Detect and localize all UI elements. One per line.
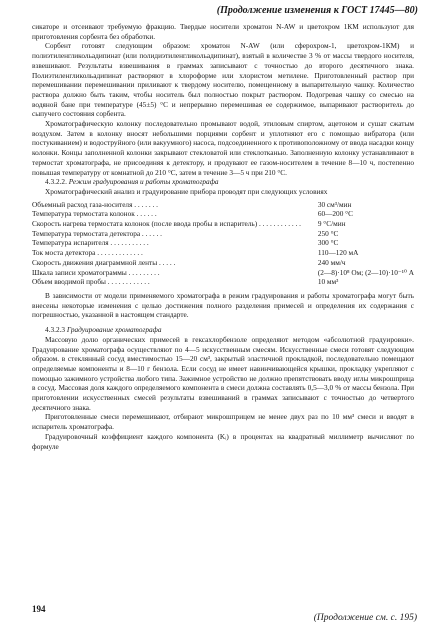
condition-row (32, 219, 414, 229)
condition-label: Объем вводимой пробы . . . . . . . . . . . . (32, 277, 150, 287)
page-content (32, 22, 414, 451)
continuation-note: (Продолжение см. с. 195) (313, 613, 417, 623)
paragraph-conditions-intro: Хроматографический анализ и градуирование прибора проводят при следующих условиях (45, 186, 328, 196)
condition-row (32, 238, 414, 248)
condition-label: Объемный расход газа-носителя . . . . . . . (32, 199, 158, 209)
condition-row (32, 277, 414, 287)
condition-value: 240 мм/ч (317, 257, 346, 267)
section-title: Режим градуирования и работы хроматографа (68, 177, 219, 187)
condition-row (32, 268, 414, 278)
condition-row (32, 258, 414, 268)
section-number: 4.3.2.2. (45, 177, 67, 187)
condition-value: 60—200 °С (317, 209, 353, 219)
condition-value: 110—120 мА (317, 248, 359, 258)
condition-row (32, 229, 414, 239)
condition-value: 10 мм³ (317, 277, 339, 287)
condition-row (32, 248, 414, 258)
condition-value: 300 °С (317, 238, 339, 248)
section-number: 4.3.2.3 (45, 325, 66, 335)
paragraph-carrier-fraction: сикаторе и отсеивают требуемую фракцию. Твердые носители хроматон N-AW и цветохром 1КМ используют для приготовления сорбента без обработки. (32, 22, 414, 41)
condition-label: Ток моста детектора . . . . . . . . . . . . . (32, 248, 143, 258)
condition-label: Температура термостата детектора . . . . . . (32, 228, 162, 238)
condition-label: Шкала записи хроматограммы . . . . . . . . . (32, 267, 160, 277)
condition-label: Скорость движения диаграммной ленты . . . . . (32, 257, 176, 267)
condition-value: 250 °С (317, 228, 339, 238)
operating-conditions-table (32, 200, 414, 287)
condition-row (32, 200, 414, 210)
section-heading-4323 (32, 325, 414, 335)
paragraph-sorbent-preparation: Сорбент готовят следующим образом: хроматон N-AW (или сферохром-1, цветохром-1КМ) и полиэтиленгликольадипинат (или полидиэтиленгликольадипинат), взятый в количестве 3 % от массы твердого носителя, взвешивают. Результаты взвешивания в граммах записывают с точностью до второго десятичного знака. Полиэтиленгликольадипинат растворяют в хлороформе или хлористом метилене. Приготовленный раствор при перемешивании перемешивании приливают к твердому носителю, помещенному в выпарительную чашку. Количество раствора должно быть таким, чтобы носитель был полностью покрыт раствором. Подогревая чашку со смесью на водяной бане при температуре (45±5) °С и непрерывно перемешивая ее содержимое, выпаривают растворитель до сыпучего состояния сорбента. (32, 41, 414, 119)
paragraph-model-dependence: В зависимости от модели применяемого хроматографа в режим градуирования и работы хроматографа могут быть внесены некоторые изменения с целью достижения полного разделения примесей и определения их содержания с погрешностью, указанной в настоящем стандарте. (32, 290, 414, 320)
condition-value: 30 см³/мин (317, 199, 352, 209)
paragraph-column-filling: Хроматографическую колонку последовательно промывают водой, этиловым спиртом, ацетоном и сушат сжатым воздухом. Затем в колонку вносят небольшими порциями сорбент и уплотняют его с помощью вибратора (или постукиванием) и водоструйного (или вакуумного) насоса, подсоединенного к противоположному от ввода насадки концу колонки. Концы заполненной колонки закрывают стекловатой или стеклотканью. Заполненную колонку устанавливают в термостат хроматографа, не присоединяя к детектору, и продувают ее газом-носителем в течение 8—10 ч, постепенно повышая температуру от комнатной до 210 °С, затем в течение 3—5 ч при 210 °С. (32, 119, 414, 177)
running-header: (Продолжение изменения к ГОСТ 17445—80) (216, 5, 418, 16)
condition-label: Температура термостата колонок . . . . . . (32, 209, 157, 219)
section-title: Градуирование хроматографа (66, 325, 162, 335)
condition-value: 9 °С/мин (317, 219, 346, 229)
paragraph-calibration-coefficient: Градуировочный коэффициент каждого компонента (Kᵢ) в процентах на квадратный миллиметр вычисляют по формуле (32, 431, 414, 451)
condition-label: Скорость нагрева термостата колонок (после ввода пробы в испаритель) . . . . . . . . . . . . (32, 219, 301, 229)
condition-row (32, 209, 414, 219)
condition-value: (2—8)·10⁸ Ом; (2—10)·10⁻¹⁰ А (317, 267, 414, 277)
condition-label: Температура испарителя . . . . . . . . . . . (32, 238, 149, 248)
section-heading-4322 (32, 177, 414, 187)
page-number: 194 (32, 604, 46, 614)
paragraph-mix-sampling: Приготовленные смеси перемешивают, отбирают микрошприцем не менее двух раз по 10 мм³ смеси и вводят в испаритель хроматографа. (32, 412, 414, 432)
paragraph-calibration-method: Массовую долю органических примесей в гексахлорбензоле определяют методом «абсолютной градуировки». Градуирование хроматографа осуществляют по 4—5 искусственным смесям. Искусственные смеси готовят следующим образом. в стеклянный сосуд вместимостью 15—20 см³, закрытый эластичной прокладкой, последовательно помещают определяемые компоненты и 8—10 г бензола. Если сосуд не имеет навинчивающейся крышки, прокладку укрепляют с помощью зажимного устройства любого типа. Зажимное устройство не должно препятствовать вводу иглы микрошприца в сосуд. Массовая доля каждого определяемого компонента в смеси должна составлять 0,5—3,0 % от массы бензола. При приготовлении искусственных смесей результаты взвешиваний в граммах записывают с точностью до четвертого десятичного знака. (32, 334, 414, 412)
